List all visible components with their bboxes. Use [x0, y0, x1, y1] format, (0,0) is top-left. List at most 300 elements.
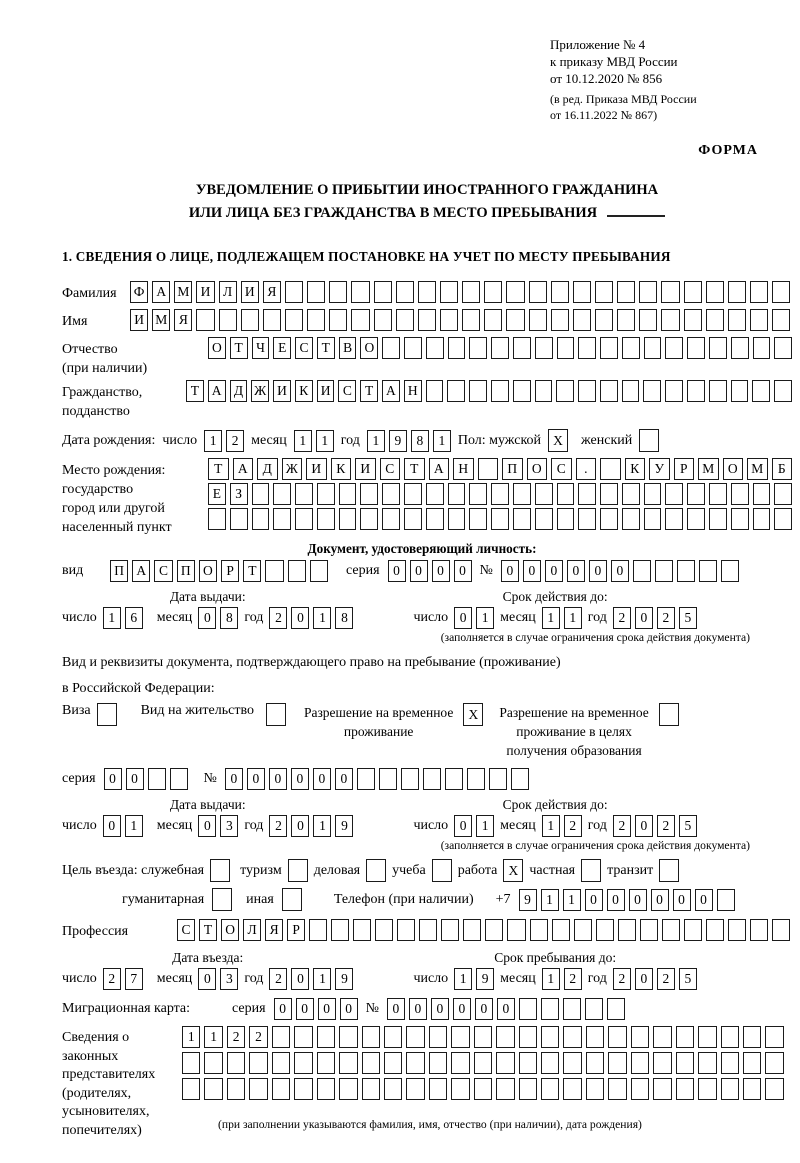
cell[interactable]	[241, 309, 259, 331]
cell[interactable]: 1	[182, 1026, 200, 1048]
cell[interactable]	[596, 919, 614, 941]
cell[interactable]	[441, 919, 459, 941]
cell[interactable]: 1	[313, 607, 331, 629]
cell[interactable]: 0	[291, 815, 309, 837]
cell[interactable]: С	[154, 560, 172, 582]
cell[interactable]	[753, 508, 771, 530]
cell[interactable]: 2	[249, 1026, 267, 1048]
cell[interactable]: 9	[476, 968, 494, 990]
cell[interactable]	[617, 281, 635, 303]
birthplace-row3-cells[interactable]	[208, 508, 792, 530]
cell[interactable]	[573, 281, 591, 303]
cell[interactable]: 1	[294, 430, 312, 452]
cell[interactable]	[706, 281, 724, 303]
cell[interactable]: 2	[613, 607, 631, 629]
cell[interactable]: 0	[410, 560, 428, 582]
cell[interactable]	[639, 281, 657, 303]
cell[interactable]	[519, 1052, 537, 1074]
cell[interactable]: У	[649, 458, 670, 480]
cell[interactable]	[339, 1052, 357, 1074]
cell[interactable]	[541, 998, 559, 1020]
cell[interactable]: 2	[103, 968, 121, 990]
cell[interactable]: 1	[433, 430, 451, 452]
cell[interactable]	[684, 309, 702, 331]
birthdate-year-cells[interactable]	[367, 430, 451, 452]
representatives-row1-cells[interactable]	[182, 1026, 784, 1048]
cell[interactable]: 0	[611, 560, 629, 582]
cell[interactable]	[447, 380, 465, 402]
cell[interactable]: Ж	[251, 380, 269, 402]
cell[interactable]	[595, 281, 613, 303]
cell[interactable]: И	[355, 458, 376, 480]
cell[interactable]	[252, 483, 270, 505]
birthplace-row1-cells[interactable]	[208, 458, 792, 480]
cell[interactable]: 1	[541, 889, 559, 911]
birthplace-row2-cells[interactable]	[208, 483, 792, 505]
cell[interactable]: 1	[316, 430, 334, 452]
cell[interactable]	[600, 337, 618, 359]
cell[interactable]: 0	[247, 768, 265, 790]
doc-issue-month-cells[interactable]	[198, 607, 238, 629]
res-number-cells[interactable]	[225, 768, 529, 790]
cell[interactable]: Т	[230, 337, 248, 359]
profession-cells[interactable]	[177, 919, 790, 941]
cell[interactable]: 1	[367, 430, 385, 452]
cell[interactable]	[204, 1078, 222, 1100]
checkbox-business[interactable]	[366, 859, 386, 882]
cell[interactable]: 2	[269, 607, 287, 629]
cell[interactable]	[665, 380, 683, 402]
cell[interactable]	[474, 1078, 492, 1100]
cell[interactable]	[557, 483, 575, 505]
cell[interactable]	[618, 919, 636, 941]
cell[interactable]	[448, 337, 466, 359]
cell[interactable]	[513, 483, 531, 505]
cell[interactable]: С	[177, 919, 195, 941]
cell[interactable]	[622, 483, 640, 505]
cell[interactable]	[294, 1078, 312, 1100]
cell[interactable]: 2	[226, 430, 244, 452]
cell[interactable]	[535, 337, 553, 359]
cell[interactable]	[170, 768, 188, 790]
cell[interactable]	[631, 1052, 649, 1074]
cell[interactable]: И	[306, 458, 327, 480]
cell[interactable]	[396, 281, 414, 303]
cell[interactable]: 2	[657, 607, 675, 629]
cell[interactable]	[551, 281, 569, 303]
cell[interactable]	[774, 483, 792, 505]
cell[interactable]: 0	[318, 998, 336, 1020]
checkbox-private[interactable]	[581, 859, 601, 882]
cell[interactable]: 1	[563, 889, 581, 911]
cell[interactable]: С	[551, 458, 572, 480]
cell[interactable]: 1	[542, 815, 560, 837]
cell[interactable]	[676, 1052, 694, 1074]
cell[interactable]: 0	[567, 560, 585, 582]
cell[interactable]	[706, 919, 724, 941]
cell[interactable]: 3	[220, 968, 238, 990]
cell[interactable]	[357, 768, 375, 790]
cell[interactable]: Л	[243, 919, 261, 941]
cell[interactable]	[653, 1026, 671, 1048]
cell[interactable]: 0	[431, 998, 449, 1020]
cell[interactable]	[578, 337, 596, 359]
cell[interactable]: 0	[387, 998, 405, 1020]
cell[interactable]	[578, 483, 596, 505]
cell[interactable]	[750, 309, 768, 331]
cell[interactable]	[329, 281, 347, 303]
cell[interactable]: 0	[607, 889, 625, 911]
cell[interactable]	[294, 1026, 312, 1048]
cell[interactable]: М	[747, 458, 768, 480]
cell[interactable]	[331, 919, 349, 941]
res-series-cells[interactable]	[104, 768, 188, 790]
cell[interactable]: 0	[225, 768, 243, 790]
cell[interactable]	[273, 483, 291, 505]
cell[interactable]: О	[527, 458, 548, 480]
cell[interactable]	[506, 281, 524, 303]
cell[interactable]	[772, 309, 790, 331]
cell[interactable]: П	[177, 560, 195, 582]
cell[interactable]	[665, 508, 683, 530]
checkbox-female[interactable]	[639, 429, 659, 452]
checkbox-transit[interactable]	[659, 859, 679, 882]
cell[interactable]: 2	[227, 1026, 245, 1048]
cell[interactable]: 9	[389, 430, 407, 452]
cell[interactable]	[731, 483, 749, 505]
cell[interactable]	[491, 483, 509, 505]
cell[interactable]	[622, 337, 640, 359]
entry-day-cells[interactable]	[103, 968, 143, 990]
cell[interactable]: Н	[404, 380, 422, 402]
cell[interactable]: 7	[125, 968, 143, 990]
cell[interactable]	[644, 483, 662, 505]
cell[interactable]	[578, 508, 596, 530]
cell[interactable]	[310, 560, 328, 582]
checkbox-temp-residence-education[interactable]	[659, 703, 679, 726]
cell[interactable]: А	[132, 560, 150, 582]
cell[interactable]: А	[233, 458, 254, 480]
cell[interactable]: О	[208, 337, 226, 359]
cell[interactable]: Е	[273, 337, 291, 359]
doc-issue-day-cells[interactable]	[103, 607, 143, 629]
cell[interactable]	[397, 919, 415, 941]
cell[interactable]	[506, 309, 524, 331]
cell[interactable]	[622, 508, 640, 530]
cell[interactable]: Я	[263, 281, 281, 303]
cell[interactable]	[586, 1052, 604, 1074]
cell[interactable]	[309, 919, 327, 941]
cell[interactable]	[429, 1052, 447, 1074]
cell[interactable]: 2	[564, 968, 582, 990]
cell[interactable]: 8	[411, 430, 429, 452]
cell[interactable]: И	[196, 281, 214, 303]
cell[interactable]: 0	[651, 889, 669, 911]
cell[interactable]	[401, 768, 419, 790]
cell[interactable]: 1	[204, 1026, 222, 1048]
cell[interactable]	[557, 508, 575, 530]
checkbox-temp-residence[interactable]: X	[463, 703, 483, 726]
cell[interactable]	[272, 1026, 290, 1048]
cell[interactable]	[491, 380, 509, 402]
cell[interactable]: Ф	[130, 281, 148, 303]
cell[interactable]	[469, 508, 487, 530]
cell[interactable]: 9	[519, 889, 537, 911]
cell[interactable]	[351, 309, 369, 331]
cell[interactable]	[375, 919, 393, 941]
checkbox-other[interactable]	[282, 888, 302, 911]
cell[interactable]: 2	[269, 815, 287, 837]
cell[interactable]: 0	[291, 768, 309, 790]
cell[interactable]	[496, 1026, 514, 1048]
cell[interactable]	[448, 508, 466, 530]
cell[interactable]: Т	[186, 380, 204, 402]
doc-valid-year-cells[interactable]	[613, 607, 697, 629]
cell[interactable]	[451, 1026, 469, 1048]
cell[interactable]	[631, 1026, 649, 1048]
cell[interactable]: 5	[679, 607, 697, 629]
cell[interactable]: С	[380, 458, 401, 480]
cell[interactable]	[485, 919, 503, 941]
cell[interactable]	[731, 380, 749, 402]
cell[interactable]	[774, 508, 792, 530]
cell[interactable]: 0	[629, 889, 647, 911]
cell[interactable]	[426, 483, 444, 505]
cell[interactable]	[585, 998, 603, 1020]
cell[interactable]	[204, 1052, 222, 1074]
res-valid-day-cells[interactable]	[454, 815, 494, 837]
birthdate-day-cells[interactable]	[204, 430, 244, 452]
cell[interactable]	[263, 309, 281, 331]
cell[interactable]	[743, 1078, 761, 1100]
cell[interactable]	[295, 508, 313, 530]
cell[interactable]	[489, 768, 507, 790]
cell[interactable]	[474, 1026, 492, 1048]
cell[interactable]	[698, 1078, 716, 1100]
cell[interactable]	[535, 483, 553, 505]
cell[interactable]	[639, 309, 657, 331]
cell[interactable]	[772, 919, 790, 941]
cell[interactable]: И	[241, 281, 259, 303]
cell[interactable]: 0	[313, 768, 331, 790]
cell[interactable]	[706, 309, 724, 331]
cell[interactable]	[563, 1078, 581, 1100]
cell[interactable]	[496, 1078, 514, 1100]
cell[interactable]	[644, 508, 662, 530]
cell[interactable]: 5	[679, 968, 697, 990]
cell[interactable]: О	[723, 458, 744, 480]
cell[interactable]	[379, 768, 397, 790]
cell[interactable]: 1	[103, 607, 121, 629]
cell[interactable]	[709, 380, 727, 402]
cell[interactable]	[765, 1078, 783, 1100]
cell[interactable]: 0	[453, 998, 471, 1020]
doc-kind-cells[interactable]	[110, 560, 328, 582]
cell[interactable]	[563, 1026, 581, 1048]
cell[interactable]: 1	[476, 607, 494, 629]
cell[interactable]	[665, 337, 683, 359]
cell[interactable]	[249, 1078, 267, 1100]
cell[interactable]	[462, 309, 480, 331]
cell[interactable]	[709, 337, 727, 359]
cell[interactable]	[451, 1078, 469, 1100]
cell[interactable]	[418, 309, 436, 331]
cell[interactable]: 0	[635, 607, 653, 629]
cell[interactable]: К	[625, 458, 646, 480]
cell[interactable]	[687, 337, 705, 359]
cell[interactable]	[586, 1078, 604, 1100]
cell[interactable]	[496, 1052, 514, 1074]
cell[interactable]	[563, 1052, 581, 1074]
cell[interactable]	[469, 380, 487, 402]
cell[interactable]: Б	[772, 458, 793, 480]
cell[interactable]: Л	[219, 281, 237, 303]
cell[interactable]	[353, 919, 371, 941]
cell[interactable]: Я	[174, 309, 192, 331]
cell[interactable]: 6	[125, 607, 143, 629]
res-issue-year-cells[interactable]	[269, 815, 353, 837]
cell[interactable]	[339, 508, 357, 530]
cell[interactable]	[753, 337, 771, 359]
checkbox-work[interactable]: X	[503, 859, 523, 882]
cell[interactable]: 8	[335, 607, 353, 629]
cell[interactable]: 2	[564, 815, 582, 837]
cell[interactable]: С	[295, 337, 313, 359]
cell[interactable]: З	[230, 483, 248, 505]
stay-year-cells[interactable]	[613, 968, 697, 990]
cell[interactable]	[339, 483, 357, 505]
cell[interactable]	[530, 919, 548, 941]
cell[interactable]	[541, 1052, 559, 1074]
cell[interactable]	[600, 508, 618, 530]
cell[interactable]: 0	[589, 560, 607, 582]
cell[interactable]	[426, 380, 444, 402]
checkbox-official[interactable]	[210, 859, 230, 882]
cell[interactable]: А	[208, 380, 226, 402]
cell[interactable]	[474, 1052, 492, 1074]
cell[interactable]	[196, 309, 214, 331]
cell[interactable]	[644, 337, 662, 359]
cell[interactable]	[445, 768, 463, 790]
cell[interactable]	[339, 1026, 357, 1048]
mc-series-cells[interactable]	[274, 998, 358, 1020]
cell[interactable]	[285, 281, 303, 303]
cell[interactable]	[227, 1078, 245, 1100]
cell[interactable]	[317, 508, 335, 530]
cell[interactable]	[772, 281, 790, 303]
cell[interactable]	[717, 889, 735, 911]
cell[interactable]: Д	[257, 458, 278, 480]
cell[interactable]: 0	[497, 998, 515, 1020]
cell[interactable]: 0	[673, 889, 691, 911]
cell[interactable]	[653, 1078, 671, 1100]
cell[interactable]: 1	[313, 815, 331, 837]
cell[interactable]	[699, 560, 717, 582]
representatives-row3-cells[interactable]	[182, 1078, 784, 1100]
cell[interactable]	[529, 309, 547, 331]
cell[interactable]	[462, 281, 480, 303]
cell[interactable]	[563, 998, 581, 1020]
cell[interactable]: П	[502, 458, 523, 480]
cell[interactable]	[491, 508, 509, 530]
cell[interactable]	[661, 309, 679, 331]
cell[interactable]	[463, 919, 481, 941]
doc-issue-year-cells[interactable]	[269, 607, 353, 629]
cell[interactable]	[404, 483, 422, 505]
cell[interactable]	[208, 508, 226, 530]
cell[interactable]	[362, 1078, 380, 1100]
cell[interactable]: О	[199, 560, 217, 582]
cell[interactable]	[478, 458, 499, 480]
phone-cells[interactable]	[519, 889, 735, 911]
cell[interactable]	[551, 309, 569, 331]
checkbox-humanitarian[interactable]	[212, 888, 232, 911]
cell[interactable]	[731, 508, 749, 530]
cell[interactable]: Р	[287, 919, 305, 941]
cell[interactable]: 3	[220, 815, 238, 837]
cell[interactable]: 0	[501, 560, 519, 582]
cell[interactable]	[578, 380, 596, 402]
cell[interactable]	[404, 337, 422, 359]
cell[interactable]	[272, 1052, 290, 1074]
cell[interactable]	[721, 1026, 739, 1048]
cell[interactable]	[423, 768, 441, 790]
cell[interactable]	[774, 337, 792, 359]
cell[interactable]	[418, 281, 436, 303]
cell[interactable]: .	[576, 458, 597, 480]
cell[interactable]: И	[317, 380, 335, 402]
cell[interactable]: О	[221, 919, 239, 941]
cell[interactable]	[382, 337, 400, 359]
cell[interactable]	[743, 1052, 761, 1074]
cell[interactable]: 0	[454, 560, 472, 582]
cell[interactable]: М	[152, 309, 170, 331]
cell[interactable]	[404, 508, 422, 530]
cell[interactable]	[294, 1052, 312, 1074]
cell[interactable]: Ж	[282, 458, 303, 480]
res-valid-year-cells[interactable]	[613, 815, 697, 837]
stay-day-cells[interactable]	[454, 968, 494, 990]
cell[interactable]	[529, 281, 547, 303]
cell[interactable]: Д	[230, 380, 248, 402]
cell[interactable]: Т	[243, 560, 261, 582]
cell[interactable]	[148, 768, 166, 790]
cell[interactable]	[374, 281, 392, 303]
cell[interactable]: 2	[613, 815, 631, 837]
cell[interactable]	[765, 1052, 783, 1074]
cell[interactable]	[608, 1052, 626, 1074]
cell[interactable]: Т	[404, 458, 425, 480]
cell[interactable]	[351, 281, 369, 303]
cell[interactable]	[731, 337, 749, 359]
cell[interactable]	[429, 1078, 447, 1100]
cell[interactable]	[595, 309, 613, 331]
cell[interactable]	[721, 1078, 739, 1100]
cell[interactable]	[307, 309, 325, 331]
cell[interactable]	[698, 1052, 716, 1074]
cell[interactable]	[317, 483, 335, 505]
checkbox-male[interactable]: X	[548, 429, 568, 452]
cell[interactable]: О	[360, 337, 378, 359]
cell[interactable]	[677, 560, 695, 582]
cell[interactable]: 0	[291, 968, 309, 990]
cell[interactable]	[750, 919, 768, 941]
cell[interactable]: И	[130, 309, 148, 331]
cell[interactable]	[317, 1026, 335, 1048]
cell[interactable]	[406, 1052, 424, 1074]
res-issue-day-cells[interactable]	[103, 815, 143, 837]
cell[interactable]: 5	[679, 815, 697, 837]
